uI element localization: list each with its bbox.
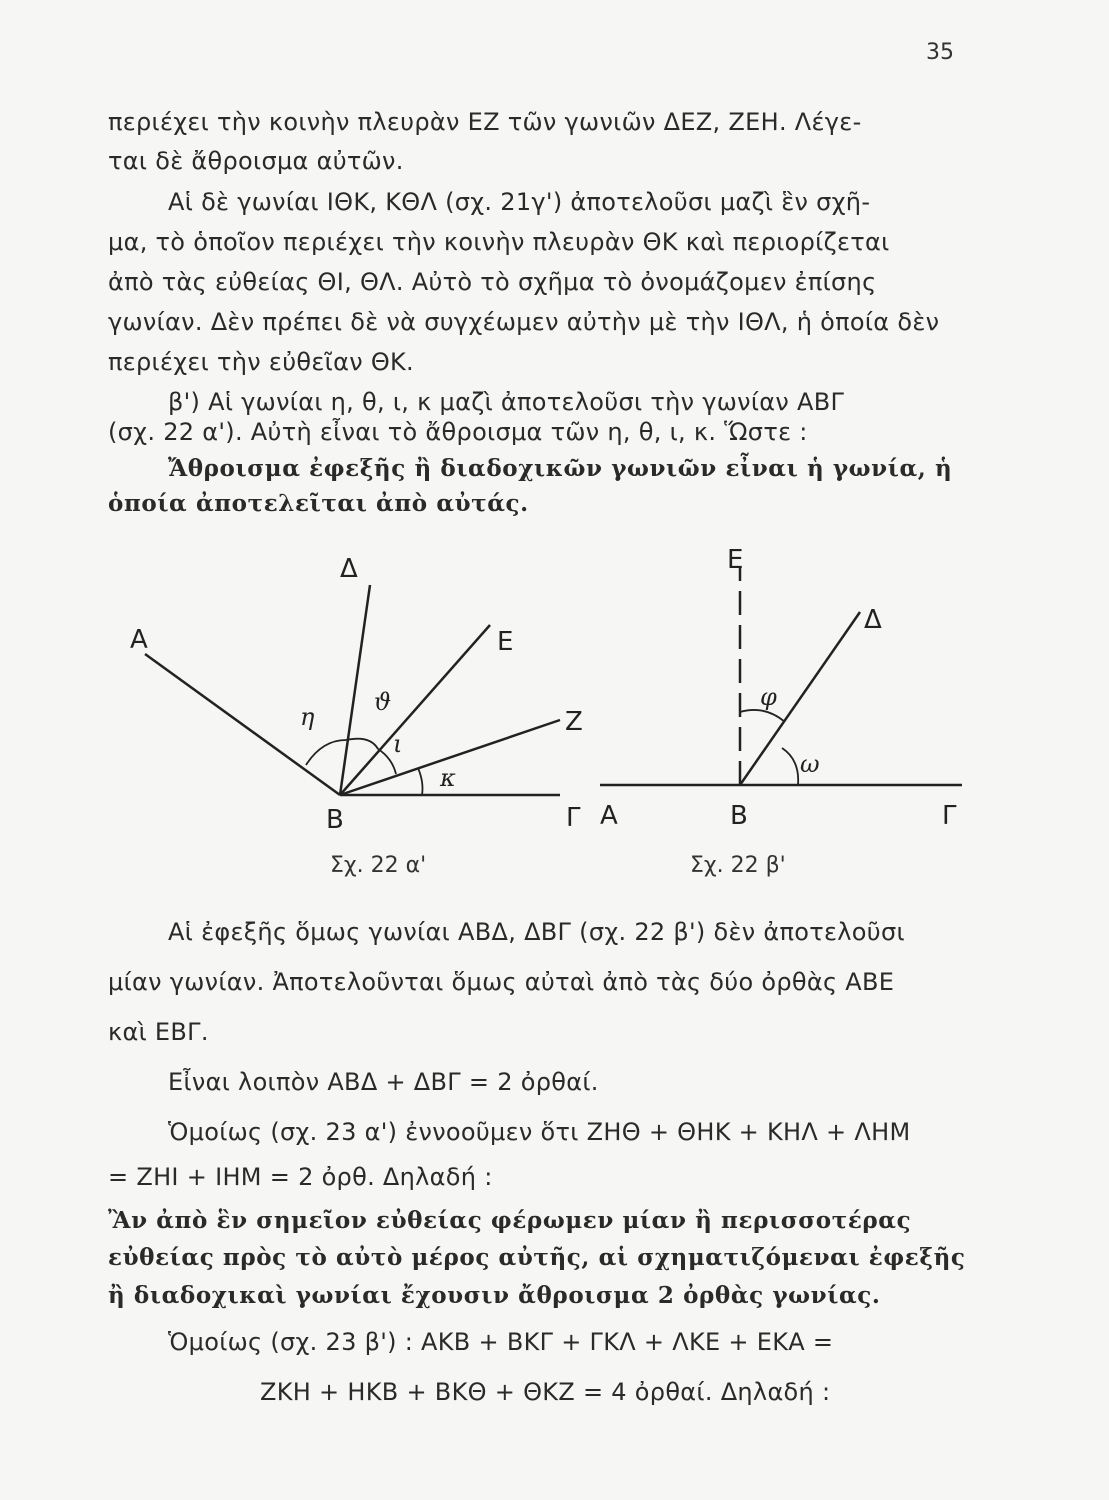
angle-phi-label: φ bbox=[760, 683, 777, 711]
text-line: περιέχει τὴν κοινὴν πλευρὰν ΕΖ τῶν γωνιῶν ΔΕΖ, ΖΕΗ. Λέγε- bbox=[108, 108, 862, 136]
point-g-label: Γ bbox=[942, 801, 957, 831]
arc-theta bbox=[346, 739, 378, 749]
point-a-label: Α bbox=[600, 801, 618, 831]
theorem-line: Ἂν ἀπὸ ἓν σημεῖον εὐθείας φέρωμεν μίαν ἢ περισσοτέρας bbox=[108, 1207, 912, 1234]
text-line: = ΖΗΙ + ΙΗΜ = 2 ὀρθ. Δηλαδή : bbox=[108, 1163, 493, 1191]
text-line: γωνίαν. Δὲν πρέπει δὲ νὰ συγχέωμεν αὐτὴν μὲ τὴν ΙΘΛ, ἡ ὁποία δὲν bbox=[108, 308, 940, 336]
text-line: Αἱ δὲ γωνίαι ΙΘΚ, ΚΘΛ (σχ. 21γ') ἀποτελοῦσι μαζὶ ἓν σχῆ- bbox=[168, 188, 871, 216]
point-d-label: Δ bbox=[340, 554, 358, 584]
theorem-line: ὁποία ἀποτελεῖται ἀπὸ αὐτάς. bbox=[108, 490, 529, 517]
theorem-line: Ἄθροισμα ἐφεξῆς ἢ διαδοχικῶν γωνιῶν εἶναι ἡ γωνία, ἡ bbox=[168, 455, 953, 482]
figure-22a bbox=[145, 585, 560, 795]
text-line: Ὁμοίως (σχ. 23 α') ἐννοοῦμεν ὅτι ΖΗΘ + ΘΗΚ + ΚΗΛ + ΛΗΜ bbox=[168, 1118, 911, 1146]
angle-eta-label: η bbox=[300, 703, 315, 731]
point-b-label: Β bbox=[730, 801, 748, 831]
arc-phi bbox=[740, 710, 785, 722]
text-line: ἀπὸ τὰς εὐθείας ΘΙ, ΘΛ. Αὐτὸ τὸ σχῆμα τὸ ὀνομάζομεν ἐπίσης bbox=[108, 268, 877, 296]
text-line: Αἱ ἐφεξῆς ὅμως γωνίαι ΑΒΔ, ΔΒΓ (σχ. 22 β') δὲν ἀποτελοῦσι bbox=[168, 918, 905, 946]
angle-theta-label: ϑ bbox=[374, 688, 392, 716]
theorem-line: ἢ διαδοχικαὶ γωνίαι ἔχουσιν ἄθροισμα 2 ὀρθὰς γωνίας. bbox=[108, 1282, 881, 1309]
line-bd bbox=[340, 585, 370, 795]
angle-kappa-label: κ bbox=[440, 764, 456, 792]
point-e-label: Ε bbox=[497, 627, 514, 657]
text-line: καὶ ΕΒΓ. bbox=[108, 1018, 209, 1046]
page-number: 35 bbox=[926, 40, 954, 65]
text-line: μα, τὸ ὁποῖον περιέχει τὴν κοινὴν πλευρὰν ΘΚ καὶ περιορίζεται bbox=[108, 228, 890, 256]
point-g-label: Γ bbox=[566, 803, 581, 833]
text-line: μίαν γωνίαν. Ἀποτελοῦνται ὅμως αὐταὶ ἀπὸ τὰς δύο ὀρθὰς ΑΒΕ bbox=[108, 968, 895, 996]
point-b-label: Β bbox=[326, 805, 344, 835]
figure-22b bbox=[600, 568, 962, 785]
text-line: ΖΚΗ + ΗΚΒ + ΒΚΘ + ΘΚΖ = 4 ὀρθαί. Δηλαδή : bbox=[260, 1378, 831, 1406]
caption-22b: Σχ. 22 β' bbox=[690, 853, 786, 878]
point-z-label: Ζ bbox=[565, 707, 583, 737]
text-line: Εἶναι λοιπὸν ΑΒΔ + ΔΒΓ = 2 ὀρθαί. bbox=[168, 1068, 599, 1096]
text-line: ται δὲ ἄθροισμα αὐτῶν. bbox=[108, 147, 404, 175]
arc-omega bbox=[782, 748, 798, 785]
text-line: περιέχει τὴν εὐθεῖαν ΘΚ. bbox=[108, 348, 414, 376]
theorem-line: εὐθείας πρὸς τὸ αὐτὸ μέρος αὐτῆς, αἱ σχηματιζόμεναι ἐφεξῆς bbox=[108, 1244, 966, 1271]
angle-iota-label: ι bbox=[393, 730, 403, 758]
arc-kappa bbox=[418, 768, 423, 795]
arc-eta bbox=[306, 740, 346, 765]
caption-22a: Σχ. 22 α' bbox=[330, 853, 427, 878]
text-line: (σχ. 22 α'). Αὐτὴ εἶναι τὸ ἄθροισμα τῶν η, θ, ι, κ. Ὥστε : bbox=[108, 418, 808, 446]
text-line: Ὁμοίως (σχ. 23 β') : ΑΚΒ + ΒΚΓ + ΓΚΛ + ΛΚΕ + ΕΚΑ = bbox=[168, 1328, 834, 1356]
point-d-label: Δ bbox=[864, 605, 882, 635]
angle-omega-label: ω bbox=[800, 750, 820, 778]
point-e-label: Ε bbox=[727, 545, 744, 575]
point-a-label: Α bbox=[130, 625, 148, 655]
text-line: β') Αἱ γωνίαι η, θ, ι, κ μαζὶ ἀποτελοῦσι τὴν γωνίαν ΑΒΓ bbox=[168, 388, 845, 416]
